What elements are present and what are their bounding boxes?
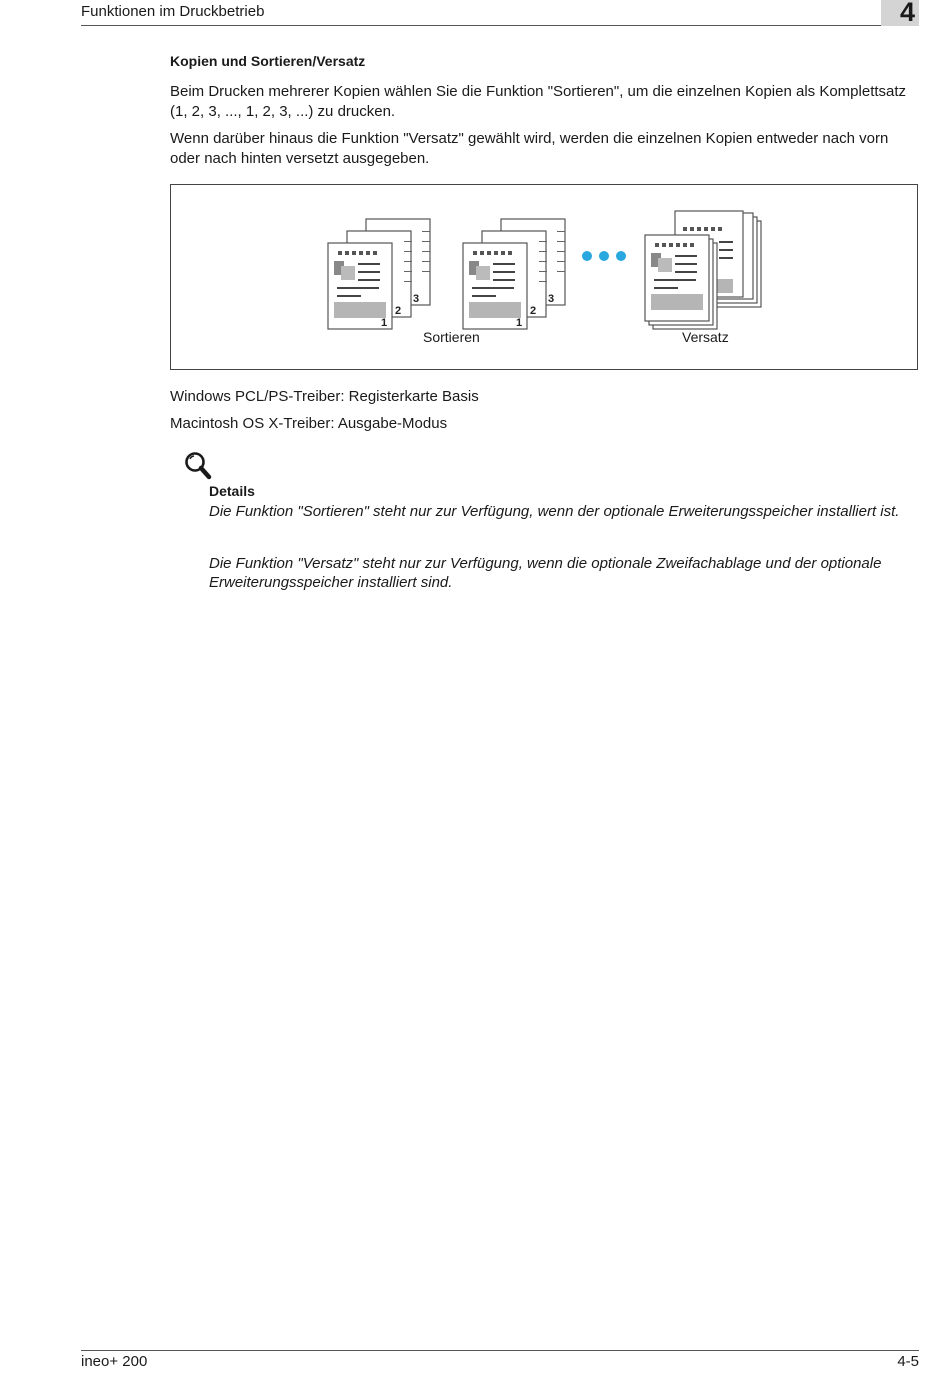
sort-label: Sortieren xyxy=(423,329,480,345)
chapter-tab xyxy=(881,0,919,26)
collate-offset-illustration xyxy=(171,185,919,371)
details-heading: Details xyxy=(209,483,255,499)
windows-driver-setting: Windows PCL/PS-Treiber: Registerkarte Basis xyxy=(170,388,479,405)
intro-paragraph: Beim Drucken mehrerer Kopien wählen Sie die Funktion "Sortieren", um die einzelnen Kopien als Komplettsatz (1, 2, 3, ..., 1, 2, 3, ...) zu drucken. xyxy=(170,83,907,120)
chapter-number: 4 xyxy=(899,0,915,27)
magnifier-icon xyxy=(184,451,212,481)
footer-divider xyxy=(81,1350,919,1351)
page-number-1: 1 xyxy=(516,317,523,329)
collate-offset-figure xyxy=(170,184,918,370)
offset-paragraph: Wenn darüber hinaus die Funktion "Versatz" gewählt wird, werden die einzelnen Kopien entweder nach vorn oder nach hinten versetzt ausgegeben. xyxy=(170,130,889,167)
mac-driver-setting: Macintosh OS X-Treiber: Ausgabe-Modus xyxy=(170,415,448,432)
page-number-2: 2 xyxy=(395,305,402,317)
page-number-3: 3 xyxy=(548,293,555,305)
page-number-2: 2 xyxy=(530,305,537,317)
page-number-3: 3 xyxy=(413,293,420,305)
running-header-title: Funktionen im Druckbetrieb xyxy=(81,3,265,20)
page-stack-icon xyxy=(463,219,565,329)
offset-label: Versatz xyxy=(682,329,729,345)
section-heading: Kopien und Sortieren/Versatz xyxy=(170,53,366,69)
footer-product-name: ineo+ 200 xyxy=(81,1353,148,1370)
header-divider xyxy=(81,25,881,26)
offset-stack-icon xyxy=(645,211,761,329)
page-number-1: 1 xyxy=(381,317,388,329)
details-note-offset: Die Funktion "Versatz" steht nur zur Verfügung, wenn die optionale Zweifachablage und der optionale Erweiterungsspeicher installiert sind. xyxy=(209,555,882,591)
page-stack-icon xyxy=(328,219,430,329)
ellipsis-dots-icon xyxy=(582,251,626,261)
details-note-sort: Die Funktion "Sortieren" steht nur zur Verfügung, wenn der optionale Erweiterungsspeicher installiert ist. xyxy=(209,503,900,520)
footer-page-number: 4-5 xyxy=(897,1353,919,1370)
